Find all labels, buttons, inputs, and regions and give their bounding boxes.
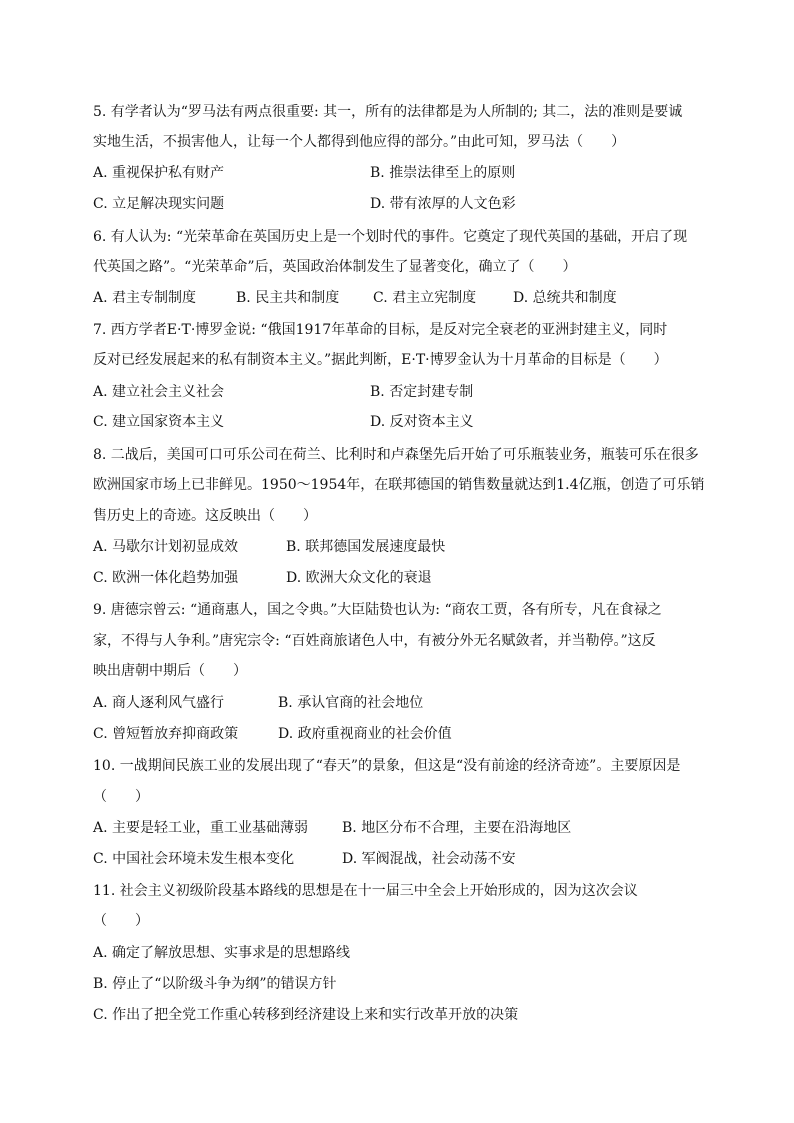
- question-11-option-a: A. 确定了解放思想、实事求是的思想路线: [93, 945, 351, 961]
- question-5-option-a: A. 重视保护私有财产: [93, 165, 225, 181]
- question-5-option-b: B. 推崇法律至上的原则: [370, 165, 516, 181]
- question-8-option-b: B. 联邦德国发展速度最快: [286, 539, 446, 555]
- question-6-stem-line-2: 代英国之路”。“光荣革命”后，英国政治体制发生了显著变化，确立了（ ）: [93, 259, 577, 275]
- question-7-stem-line-1: 7. 西方学者E·T·博罗金说: “俄国1917年革命的目标，是反对完全衰老的亚洲封建主义，同时: [93, 322, 668, 338]
- question-10-option-d: D. 军阀混战，社会动荡不安: [342, 851, 516, 867]
- question-10-stem-line-2: （ ）: [93, 789, 149, 805]
- question-6-option-c: C. 君主立宪制度: [373, 290, 477, 306]
- question-8-stem-line-2: 欧洲国家市场上已非鲜见。1950～1954年，在联邦德国的销售数量就达到1.4亿瓶，创造了可乐销: [93, 477, 705, 493]
- question-7-option-a: A. 建立社会主义社会: [93, 384, 225, 400]
- question-11-stem-line-2: （ ）: [93, 913, 149, 929]
- question-9-option-a: A. 商人逐利风气盛行: [93, 695, 225, 711]
- question-8-stem-line-3: 售历史上的奇迹。这反映出（ ）: [93, 508, 317, 524]
- question-8-stem-line-1: 8. 二战后，美国可口可乐公司在荷兰、比利时和卢森堡先后开始了可乐瓶装业务，瓶装可乐在很多: [93, 447, 699, 463]
- question-8-option-a: A. 马歇尔计划初显成效: [93, 539, 239, 555]
- question-7-option-b: B. 否定封建专制: [370, 384, 474, 400]
- question-9-stem-line-3: 映出唐朝中期后（ ）: [93, 663, 247, 679]
- question-6-option-b: B. 民主共和制度: [236, 290, 340, 306]
- question-9-option-b: B. 承认官商的社会地位: [278, 695, 424, 711]
- question-6-option-a: A. 君主专制制度: [93, 290, 197, 306]
- question-7-option-c: C. 建立国家资本主义: [93, 414, 225, 430]
- question-7-stem-line-2: 反对已经发展起来的私有制资本主义。”据此判断，E·T·博罗金认为十月革命的目标是（ ）: [93, 352, 668, 368]
- question-10-option-b: B. 地区分布不合理，主要在沿海地区: [342, 820, 572, 836]
- question-5-stem-line-2: 实地生活，不损害他人，让每一个人都得到他应得的部分。”由此可知，罗马法（ ）: [93, 134, 626, 150]
- question-7-option-d: D. 反对资本主义: [370, 414, 474, 430]
- question-8-option-c: C. 欧洲一体化趋势加强: [93, 570, 239, 586]
- question-5-option-d: D. 带有浓厚的人文色彩: [370, 196, 516, 212]
- question-9-option-d: D. 政府重视商业的社会价值: [278, 726, 452, 742]
- question-9-stem-line-1: 9. 唐德宗曾云: “通商惠人，国之令典。”大臣陆贽也认为: “商农工贾，各有所专，凡在食禄之: [93, 602, 662, 618]
- question-9-stem-line-2: 家，不得与人争利。”唐宪宗令: “百姓商旅诸色人中，有被分外无名赋敛者，并当勒停。”这反: [93, 633, 656, 649]
- question-5-option-c: C. 立足解决现实问题: [93, 196, 225, 212]
- question-6-stem-line-1: 6. 有人认为: “光荣革命在英国历史上是一个划时代的事件。它奠定了现代英国的基础，开启了现: [93, 229, 688, 245]
- question-11-option-b: B. 停止了“以阶级斗争为纲”的错误方针: [93, 976, 337, 992]
- question-5-stem-line-1: 5. 有学者认为“罗马法有两点很重要: 其一，所有的法律都是为人所制的; 其二，法的准则是要诚: [93, 104, 683, 120]
- question-10-option-c: C. 中国社会环境未发生根本变化: [93, 851, 295, 867]
- question-9-option-c: C. 曾短暂放弃抑商政策: [93, 726, 239, 742]
- question-10-option-a: A. 主要是轻工业，重工业基础薄弱: [93, 820, 309, 836]
- question-11-option-c: C. 作出了把全党工作重心转移到经济建设上来和实行改革开放的决策: [93, 1007, 519, 1023]
- question-6-option-d: D. 总统共和制度: [513, 290, 617, 306]
- question-8-option-d: D. 欧洲大众文化的衰退: [286, 570, 432, 586]
- question-10-stem-line-1: 10. 一战期间民族工业的发展出现了“春天”的景象，但这是“没有前途的经济奇迹”。主要原因是: [93, 758, 681, 774]
- question-11-stem-line-1: 11. 社会主义初级阶段基本路线的思想是在十一届三中全会上开始形成的，因为这次会议: [93, 883, 638, 899]
